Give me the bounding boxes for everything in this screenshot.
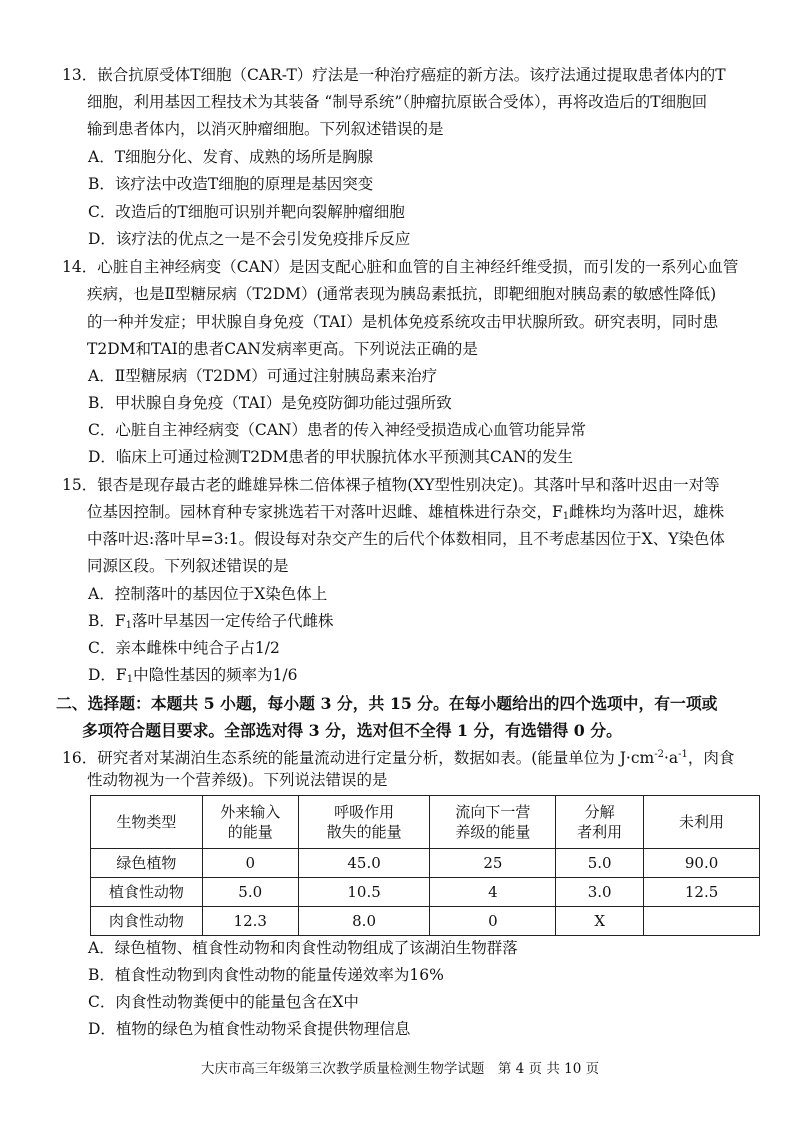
q16-unit-mid: ·a <box>663 749 679 767</box>
q15-option-b-text: 落叶早基因一定传给子代雌株 <box>132 612 334 630</box>
table-cell: 3.0 <box>556 878 644 907</box>
section2-heading-line2: 多项符合题目要求。全部选对得 3 分，选对但不全得 1 分，有选错得 0 分。 <box>82 721 622 740</box>
table-cell: 8.0 <box>298 907 430 936</box>
table-row <box>91 849 760 878</box>
q13-option-c: C．改造后的T细胞可识别并靶向裂解肿瘤细胞 <box>88 203 405 221</box>
table-header-cell: 未利用 <box>644 796 760 849</box>
table-cell: 5.0 <box>556 849 644 878</box>
section2-heading-line1: 二、选择题：本题共 5 小题，每小题 3 分，共 15 分。在每小题给出的四个选项中，有一项或 <box>56 694 718 713</box>
table-cell: 12.5 <box>644 878 760 907</box>
table-cell: 90.0 <box>644 849 760 878</box>
q13-option-b: B．该疗法中改造T细胞的原理是基因突变 <box>88 175 374 193</box>
q13-stem-line3: 输到患者体内，以消灭肿瘤细胞。下列叙述错误的是 <box>87 120 444 138</box>
q14-option-a: A．Ⅱ型糖尿病（T2DM）可通过注射胰岛素来治疗 <box>88 367 438 385</box>
q16-option-b: B．植食性动物到肉食性动物的能量传递效率为16% <box>88 966 444 984</box>
q13-option-a: A．T细胞分化、发育、成熟的场所是胸腺 <box>88 148 374 166</box>
table-header-cell: 分解 者利用 <box>556 796 644 849</box>
table-cell: 植食性动物 <box>91 878 203 907</box>
q15-stem-line2-tail: 雌株均为落叶迟，雄株 <box>569 503 725 521</box>
table-cell: 0 <box>430 907 556 936</box>
table-cell: 肉食性动物 <box>91 907 203 936</box>
table-cell: 12.3 <box>202 907 298 936</box>
q15-option-d <box>88 668 298 685</box>
table-cell: X <box>556 907 644 936</box>
q16-stem-line1-tail: ，肉食 <box>687 749 735 767</box>
q15-option-b-subscript: 1 <box>125 620 133 631</box>
q15-stem-line3: 中落叶迟:落叶早=3:1。假设每对杂交产生的后代个体数相同，且不考虑基因位于X、Y染色体 <box>87 530 725 548</box>
table-row <box>91 878 760 907</box>
q15-option-c: C．亲本雌株中纯合子占1/2 <box>88 639 280 657</box>
table-cell <box>644 907 760 936</box>
q15-option-b <box>88 614 334 631</box>
energy-flow-table <box>90 795 760 936</box>
table-header-cell: 呼吸作用 散失的能量 <box>298 796 430 849</box>
q14-stem-line3: 的一种并发症；甲状腺自身免疫（TAI）是机体免疫系统攻击甲状腺所致。研究表明，同时患 <box>87 313 719 331</box>
q15-f1-subscript: 1 <box>562 511 570 522</box>
table-cell: 4 <box>430 878 556 907</box>
q16-stem-line1 <box>62 750 734 767</box>
q16-option-d: D．植物的绿色为植食性动物采食提供物理信息 <box>88 1020 411 1038</box>
table-cell: 45.0 <box>298 849 430 878</box>
table-header-cell: 生物类型 <box>91 796 203 849</box>
q15-stem-line2 <box>87 505 724 522</box>
q14-option-c: C．心脏自主神经病变（CAN）患者的传入神经受损造成心血管功能异常 <box>88 421 586 439</box>
q16-unit-sup1: -2 <box>654 749 664 760</box>
table-header-row <box>91 796 760 849</box>
page-footer: 大庆市高三年级第三次教学质量检测生物学试题 第 4 页 共 10 页 <box>200 1061 600 1077</box>
q16-stem-line1-text: 16．研究者对某湖泊生态系统的能量流动进行定量分析，数据如表。(能量单位为 J·cm <box>62 749 655 767</box>
q15-option-a: A．控制落叶的基因位于X染色体上 <box>88 585 328 603</box>
q14-option-b: B．甲状腺自身免疫（TAI）是免疫防御功能过强所致 <box>88 394 452 412</box>
table-cell: 10.5 <box>298 878 430 907</box>
q16-option-c: C．肉食性动物粪便中的能量包含在X中 <box>88 993 359 1011</box>
table-cell: 5.0 <box>202 878 298 907</box>
q15-option-d-label: D．F <box>88 666 127 684</box>
q14-stem-line1: 14．心脏自主神经病变（CAN）是因支配心脏和血管的自主神经纤维受损，而引发的一系列心血管 <box>62 258 739 276</box>
q16-unit-sup2: -1 <box>678 749 688 760</box>
q15-stem-line4: 同源区段。下列叙述错误的是 <box>87 557 289 575</box>
q13-stem-line2: 细胞，利用基因工程技术为其装备 “制导系统”（肿瘤抗原嵌合受体），再将改造后的T细胞回 <box>87 93 708 111</box>
q15-stem-line1: 15．银杏是现存最古老的雌雄异株二倍体裸子植物(XY型性别决定)。其落叶早和落叶迟由一对等 <box>62 476 720 494</box>
q13-option-d: D．该疗法的优点之一是不会引发免疫排斥反应 <box>88 230 411 248</box>
table-header-cell: 外来输入 的能量 <box>202 796 298 849</box>
q15-stem-line2-text: 位基因控制。园林育种专家挑选若干对落叶迟雌、雄植株进行杂交，F <box>87 503 563 521</box>
q14-stem-line2: 疾病，也是Ⅱ型糖尿病（T2DM）(通常表现为胰岛素抵抗，即靶细胞对胰岛素的敏感性降低) <box>87 285 717 303</box>
q15-option-d-subscript: 1 <box>126 674 134 685</box>
table-cell: 25 <box>430 849 556 878</box>
q14-option-d: D．临床上可通过检测T2DM患者的甲状腺抗体水平预测其CAN的发生 <box>88 448 574 466</box>
table-cell: 绿色植物 <box>91 849 203 878</box>
q13-stem-line1: 13．嵌合抗原受体T细胞（CAR-T）疗法是一种治疗癌症的新方法。该疗法通过提取患者体内的T <box>62 66 726 84</box>
table-header-cell: 流向下一营 养级的能量 <box>430 796 556 849</box>
q15-option-d-text: 中隐性基因的频率为1/6 <box>133 666 298 684</box>
q16-stem-line2: 性动物视为一个营养级)。下列说法错误的是 <box>87 771 388 789</box>
table-row <box>91 907 760 936</box>
q16-option-a: A．绿色植物、植食性动物和肉食性动物组成了该湖泊生物群落 <box>88 939 518 957</box>
table-cell: 0 <box>202 849 298 878</box>
q14-stem-line4: T2DM和TAI的患者CAN发病率更高。下列说法正确的是 <box>87 340 478 358</box>
q15-option-b-label: B．F <box>88 612 126 630</box>
